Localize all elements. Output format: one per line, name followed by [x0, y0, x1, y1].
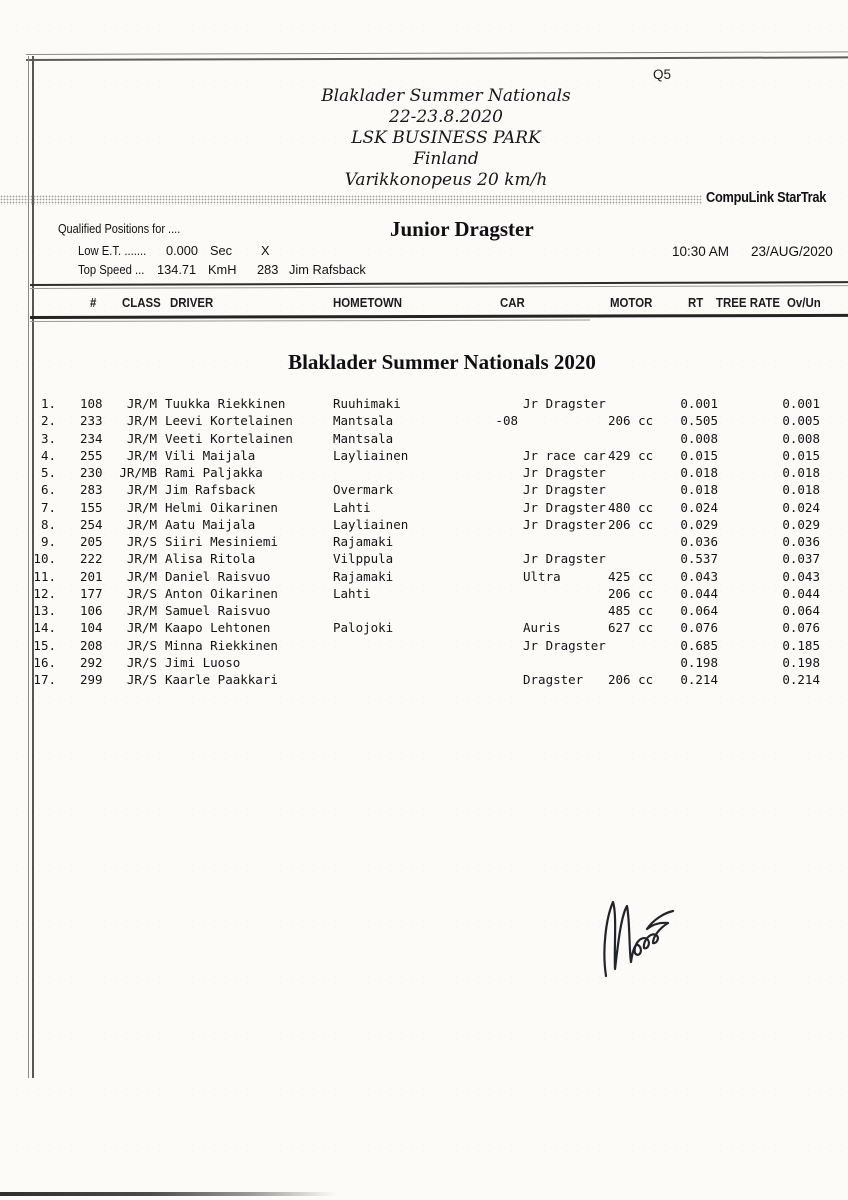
top-speed-unit: KmH [208, 262, 237, 277]
reaction-time-cell: 0.018 [680, 482, 718, 498]
handwritten-signature [578, 888, 698, 993]
class-title: Junior Dragster [390, 217, 534, 241]
car-cell: Jr Dragster [523, 551, 606, 567]
reaction-time-cell: 0.018 [680, 465, 718, 480]
car-number-cell: 234 [80, 430, 103, 446]
car-cell: Jr Dragster [523, 637, 606, 653]
class-cell: JR/M [126, 430, 157, 446]
low-et-label: Low E.T. ....... [78, 243, 147, 258]
car-number-cell: 177 [80, 585, 103, 601]
sheet-code: Q5 [653, 67, 672, 82]
event-header-block [44, 86, 848, 191]
reaction-time-cell: 0.024 [680, 499, 718, 515]
reaction-time-cell: 0.008 [680, 430, 718, 446]
table-row [0, 568, 848, 585]
col-header-tree-rate: TREE RATE [716, 295, 780, 310]
table-row [0, 412, 848, 429]
over-under-cell: 0.064 [782, 603, 820, 618]
driver-cell: Veeti Kortelainen [165, 430, 293, 446]
reaction-time-cell: 0.015 [680, 447, 718, 463]
rank-cell: 11. [33, 568, 56, 584]
class-cell: JR/M [126, 603, 157, 618]
col-header-driver: DRIVER [170, 295, 214, 310]
reaction-time-cell: 0.198 [680, 654, 718, 670]
hometown-cell: Ruuhimaki [333, 396, 401, 411]
car-number-cell: 254 [80, 516, 103, 532]
col-header-class: CLASS [122, 295, 161, 310]
car-cell: Jr Dragster [523, 516, 606, 532]
print-date: 23/AUG/2020 [751, 244, 833, 259]
car-number-cell: 201 [80, 568, 103, 584]
car-number-cell: 106 [80, 603, 103, 618]
col-header-number: # [90, 295, 97, 310]
table-row [0, 550, 848, 567]
results-table-body [0, 395, 848, 688]
header-rule-bottom-echo [30, 319, 590, 321]
table-row [0, 533, 848, 550]
rank-cell: 6. [40, 482, 56, 498]
driver-cell: Aatu Maijala [165, 516, 256, 532]
class-cell: JR/M [126, 568, 157, 584]
hometown-cell: Lahti [333, 585, 371, 601]
car-number-cell: 230 [80, 465, 103, 480]
scan-edge-streak [0, 1192, 335, 1196]
class-cell: JR/S [126, 585, 157, 601]
class-cell: JR/S [126, 637, 157, 653]
car-number-cell: 104 [80, 620, 103, 636]
rank-cell: 8. [40, 516, 56, 532]
rank-cell: 17. [33, 672, 56, 687]
rank-cell: 15. [33, 637, 56, 653]
car-cell: Auris [523, 620, 561, 636]
driver-cell: Vili Maijala [165, 447, 256, 463]
over-under-cell: 0.076 [782, 620, 820, 636]
table-row [0, 499, 848, 516]
class-cell: JR/MB [119, 465, 157, 480]
driver-cell: Daniel Raisvuo [165, 568, 271, 584]
driver-cell: Anton Oikarinen [165, 585, 278, 601]
table-row [0, 585, 848, 602]
timing-system-brand-text: CompuLink StarTrak [706, 190, 827, 206]
driver-cell: Siiri Mesiniemi [165, 534, 278, 549]
table-row [0, 464, 848, 481]
top-speed-label: Top Speed ... [78, 262, 145, 277]
table-row [0, 516, 848, 533]
event-country: Finland [413, 149, 479, 169]
hometown-cell: Rajamaki [333, 534, 394, 549]
over-under-cell: 0.015 [782, 447, 820, 463]
over-under-cell: 0.018 [782, 482, 820, 498]
hometown-cell: Lahti [333, 499, 371, 515]
rank-cell: 10. [33, 551, 56, 567]
driver-cell: Samuel Raisvuo [165, 603, 271, 618]
driver-cell: Jim Rafsback [165, 482, 256, 498]
car-note-cell: -08 [495, 413, 518, 429]
low-et-holder: X [261, 243, 270, 258]
hometown-cell: Layliainen [333, 516, 409, 532]
low-et-value: 0.000 [166, 243, 199, 258]
class-cell: JR/S [126, 672, 157, 687]
rank-cell: 2. [40, 413, 56, 429]
class-cell: JR/M [126, 620, 157, 636]
rank-cell: 4. [40, 447, 56, 463]
qualified-positions-label: Qualified Positions for .... [58, 222, 181, 236]
motor-cell: 480 cc [608, 499, 654, 515]
hometown-cell: Palojoki [333, 620, 394, 636]
car-cell: Jr Dragster [523, 482, 606, 498]
table-row [0, 637, 848, 654]
class-cell: JR/M [126, 516, 157, 532]
top-speed-holder: Jim Rafsback [289, 262, 366, 277]
car-number-cell: 292 [80, 654, 103, 670]
car-cell: Jr Dragster [523, 499, 606, 515]
over-under-cell: 0.198 [782, 654, 820, 670]
over-under-cell: 0.185 [782, 637, 820, 653]
reaction-time-cell: 0.076 [680, 620, 718, 636]
driver-cell: Leevi Kortelainen [165, 413, 293, 429]
header-rule-bottom [30, 314, 848, 319]
rank-cell: 5. [40, 465, 56, 480]
scan-frame-top-line-1 [26, 51, 848, 55]
rank-cell: 14. [33, 620, 56, 636]
table-row [0, 654, 848, 671]
driver-cell: Minna Riekkinen [165, 637, 278, 653]
event-note: Varikkonopeus 20 km/h [344, 170, 548, 190]
halftone-separator [0, 195, 702, 205]
table-row [0, 430, 848, 447]
car-cell: Jr Dragster [523, 465, 606, 480]
motor-cell: 206 cc [608, 672, 654, 687]
car-number-cell: 283 [80, 482, 103, 498]
reaction-time-cell: 0.505 [680, 413, 718, 429]
table-row [0, 447, 848, 464]
col-header-rt: RT [688, 295, 704, 310]
over-under-cell: 0.036 [782, 534, 820, 549]
car-cell: Dragster [523, 672, 584, 687]
motor-cell: 206 cc [608, 585, 654, 601]
driver-cell: Tuukka Riekkinen [165, 396, 286, 411]
car-number-cell: 205 [80, 534, 103, 549]
print-time: 10:30 AM [672, 244, 730, 259]
car-number-cell: 208 [80, 637, 103, 653]
driver-cell: Kaapo Lehtonen [165, 620, 271, 636]
motor-cell: 206 cc [608, 516, 654, 532]
scan-frame-top-line-2 [26, 56, 848, 61]
table-row [0, 671, 848, 688]
car-cell: Jr Dragster [523, 396, 606, 411]
motor-cell: 206 cc [608, 413, 654, 429]
car-number-cell: 108 [80, 396, 103, 411]
hometown-cell: Overmark [333, 482, 394, 498]
table-row [0, 619, 848, 636]
car-number-cell: 299 [80, 672, 103, 687]
low-et-unit: Sec [210, 243, 233, 258]
col-header-hometown: HOMETOWN [333, 295, 403, 310]
car-cell: Jr race car [523, 447, 606, 463]
col-header-car: CAR [500, 295, 525, 310]
over-under-cell: 0.018 [782, 465, 820, 480]
car-number-cell: 222 [80, 551, 103, 567]
table-row [0, 395, 848, 412]
rank-cell: 12. [33, 585, 56, 601]
motor-cell: 627 cc [608, 620, 654, 636]
timing-system-brand [706, 190, 842, 206]
reaction-time-cell: 0.043 [680, 568, 718, 584]
hometown-cell: Mantsala [333, 430, 394, 446]
class-cell: JR/M [126, 413, 157, 429]
section-title: Blaklader Summer Nationals 2020 [288, 350, 596, 374]
rank-cell: 9. [40, 534, 56, 549]
rank-cell: 16. [33, 654, 56, 670]
event-title: Blaklader Summer Nationals [321, 86, 571, 106]
col-header-motor: MOTOR [610, 295, 653, 310]
reaction-time-cell: 0.214 [680, 672, 718, 687]
over-under-cell: 0.214 [782, 672, 820, 687]
over-under-cell: 0.037 [782, 551, 820, 567]
reaction-time-cell: 0.036 [680, 534, 718, 549]
rank-cell: 7. [40, 499, 56, 515]
over-under-cell: 0.024 [782, 499, 820, 515]
class-cell: JR/S [126, 654, 157, 670]
driver-cell: Rami Paljakka [165, 465, 263, 480]
class-cell: JR/M [126, 499, 157, 515]
event-venue: LSK BUSINESS PARK [351, 128, 541, 148]
hometown-cell: Vilppula [333, 551, 394, 567]
rank-cell: 13. [33, 603, 56, 618]
over-under-cell: 0.044 [782, 585, 820, 601]
reaction-time-cell: 0.029 [680, 516, 718, 532]
car-number-cell: 155 [80, 499, 103, 515]
over-under-cell: 0.043 [782, 568, 820, 584]
over-under-cell: 0.005 [782, 413, 820, 429]
col-header-ov-un: Ov/Un [787, 295, 821, 310]
motor-cell: 485 cc [608, 603, 654, 618]
event-dates: 22-23.8.2020 [389, 107, 503, 127]
hometown-cell: Mantsala [333, 413, 394, 429]
reaction-time-cell: 0.064 [680, 603, 718, 618]
driver-cell: Kaarle Paakkari [165, 672, 278, 687]
table-row [0, 602, 848, 619]
hometown-cell: Layliainen [333, 447, 409, 463]
over-under-cell: 0.001 [782, 396, 820, 411]
table-row [0, 481, 848, 498]
car-number-cell: 255 [80, 447, 103, 463]
car-number-cell: 233 [80, 413, 103, 429]
rank-cell: 1. [40, 396, 56, 411]
rank-cell: 3. [40, 430, 56, 446]
over-under-cell: 0.008 [782, 430, 820, 446]
reaction-time-cell: 0.001 [680, 396, 718, 411]
class-cell: JR/M [126, 447, 157, 463]
reaction-time-cell: 0.537 [680, 551, 718, 567]
top-speed-value: 134.71 [157, 262, 197, 277]
class-cell: JR/M [126, 396, 157, 411]
over-under-cell: 0.029 [782, 516, 820, 532]
reaction-time-cell: 0.044 [680, 585, 718, 601]
motor-cell: 429 cc [608, 447, 654, 463]
car-cell: Ultra [523, 568, 561, 584]
motor-cell: 425 cc [608, 568, 654, 584]
class-cell: JR/M [126, 551, 157, 567]
driver-cell: Jimi Luoso [165, 654, 241, 670]
driver-cell: Helmi Oikarinen [165, 499, 278, 515]
class-cell: JR/S [126, 534, 157, 549]
driver-cell: Alisa Ritola [165, 551, 256, 567]
hometown-cell: Rajamaki [333, 568, 394, 584]
class-cell: JR/M [126, 482, 157, 498]
top-speed-car-number: 283 [257, 262, 279, 277]
reaction-time-cell: 0.685 [680, 637, 718, 653]
